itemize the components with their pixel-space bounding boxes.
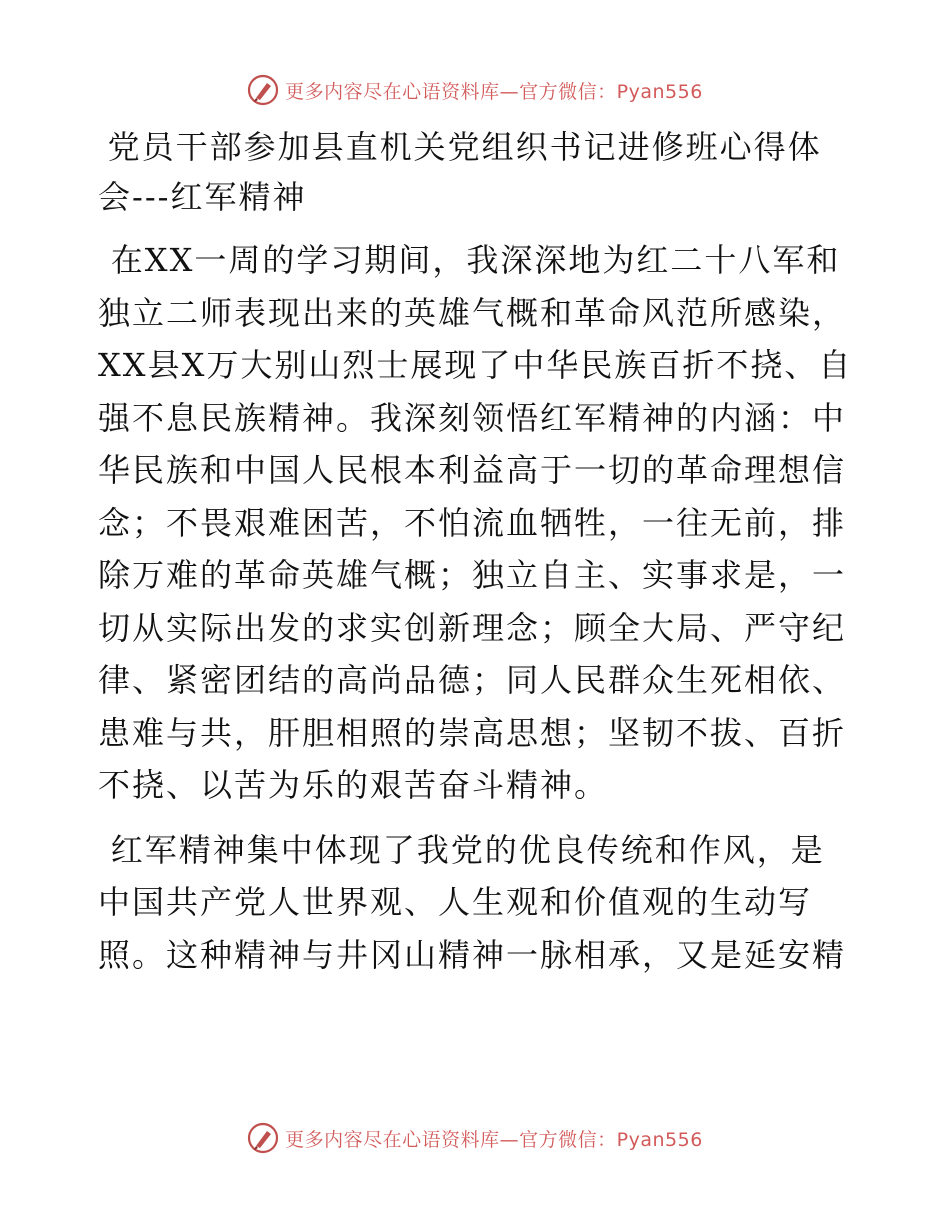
pen-logo-icon — [247, 1122, 279, 1154]
paragraph-1: 在XX一周的学习期间，我深深地为红二十八军和独立二师表现出来的英雄气概和革命风范所感染，XX县X万大别山烈士展现了中华民族百折不挠、自强不息民族精神。我深刻领悟红军精神的内涵：中华民族和中国人民根本利益高于一切的革命理想信念；不畏艰难困苦，不怕流血牺牲，一往无前，排除万难的革命英雄气概；独立自主、实事求是，一切从实际出发的求实创新理念；顾全大局、严守纪律、紧密团结的高尚品德；同人民群众生死相依、患难与共，肝胆相照的崇高思想；坚韧不拔、百折不挠、以苦为乐的艰苦奋斗精神。 — [98, 241, 853, 804]
header-banner — [0, 70, 950, 110]
document-title: 党员干部参加县直机关党组织书记进修班心得体会---红军精神 — [98, 128, 822, 216]
pen-logo-icon — [247, 74, 279, 106]
paragraph-2: 红军精神集中体现了我党的优良传统和作风，是中国共产党人世界观、人生观和价值观的生动写照。这种精神与井冈山精神一脉相承，又是延安精 — [98, 830, 847, 974]
header-banner-text: 更多内容尽在心语资料库—官方微信：Pyan556 — [285, 80, 703, 103]
footer-banner-text: 更多内容尽在心语资料库—官方微信：Pyan556 — [285, 1128, 703, 1151]
footer-banner — [0, 1118, 950, 1158]
document-body — [98, 122, 858, 981]
